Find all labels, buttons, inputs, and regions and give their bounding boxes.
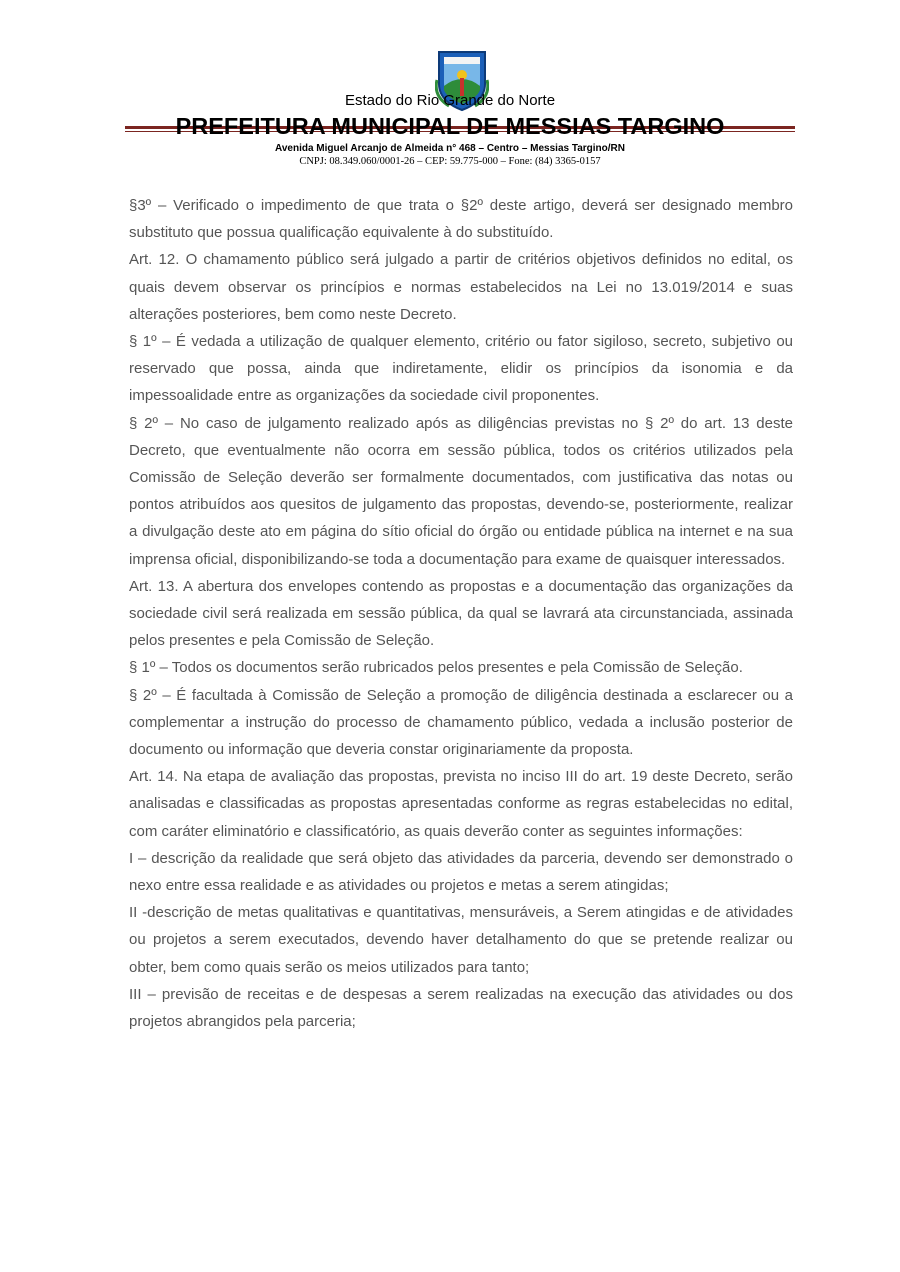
paragraph: §3º – Verificado o impedimento de que trata o §2º deste artigo, deverá ser designado membro substituto que possua qualificação equivalente à do substituído. (129, 197, 793, 242)
document-body (129, 192, 793, 1035)
paragraph: II -descrição de metas qualitativas e quantitativas, mensuráveis, a Serem atingidas e de atividades ou projetos a serem executados, devendo haver detalhamento do que se pretende realizar ou obter, bem como quais serão os meios utilizados para tanto; (129, 904, 793, 976)
contact-line: CNPJ: 08.349.060/0001-26 – CEP: 59.775-000 – Fone: (84) 3365-0157 (299, 156, 601, 167)
paragraph: § 1º – É vedada a utilização de qualquer elemento, critério ou fator sigiloso, secreto, subjetivo ou reservado que possa, ainda que indiretamente, elidir os princípios da isonomia e da impessoalidade entre as organizações da sociedade civil proponentes. (129, 333, 793, 405)
paragraph: § 2º – No caso de julgamento realizado após as diligências previstas no § 2º do art. 13 deste Decreto, que eventualmente não ocorra em sessão pública, todos os critérios utilizados pela Comissão de Seleção deverão ser formalmente documentados, com justificativa das notas ou pontos atribuídos aos quesitos de julgamento das propostas, devendo-se, posteriormente, realizar a divulgação deste ato em página do sítio oficial do órgão ou entidade pública na internet e na sua imprensa oficial, disponibilizando-se toda a documentação para exame de quaisquer interessados. (129, 414, 793, 568)
letterhead (0, 44, 900, 169)
paragraph: III – previsão de receitas e de despesas a serem realizadas na execução das atividades ou dos projetos abrangidos pela parceria; (129, 985, 793, 1031)
paragraph: § 1º – Todos os documentos serão rubricados pelos presentes e pela Comissão de Seleção. (129, 659, 743, 677)
paragraph: § 2º – É facultada à Comissão de Seleção a promoção de diligência destinada a esclarecer ou a complementar a instrução do processo de chamamento público, vedada a inclusão posterior de documento ou informação que deveria constar originariamente da proposta. (129, 686, 793, 759)
address-line: Avenida Miguel Arcanjo de Almeida n° 468 – Centro – Messias Targino/RN (274, 143, 625, 154)
paragraph: I – descrição da realidade que será objeto das atividades da parceria, devendo ser demonstrado o nexo entre essa realidade e as atividades ou projetos e metas a serem atingidas; (129, 849, 793, 895)
paragraph: Art. 13. A abertura dos envelopes contendo as propostas e a documentação das organizações da sociedade civil será realizada em sessão pública, da qual se lavrará ata circunstanciada, assinada pelos presentes e pela Comissão de Seleção. (129, 577, 793, 650)
state-name: Estado do Rio Grande do Norte (344, 92, 556, 109)
paragraph: Art. 14. Na etapa de avaliação das propostas, prevista no inciso III do art. 19 deste Decreto, serão analisadas e classificadas as propostas apresentadas conforme as regras estabelecidas no edital, com caráter eliminatório e classificatório, as quais deverão conter as seguintes informações: (129, 768, 793, 840)
page-title: PREFEITURA MUNICIPAL DE MESSIAS TARGINO (175, 113, 725, 139)
paragraph: Art. 12. O chamamento público será julgado a partir de critérios objetivos definidos no edital, os quais devem observar os princípios e normas estabelecidos na Lei no 13.019/2014 e suas alterações posteriores, bem como neste Decreto. (129, 251, 793, 323)
